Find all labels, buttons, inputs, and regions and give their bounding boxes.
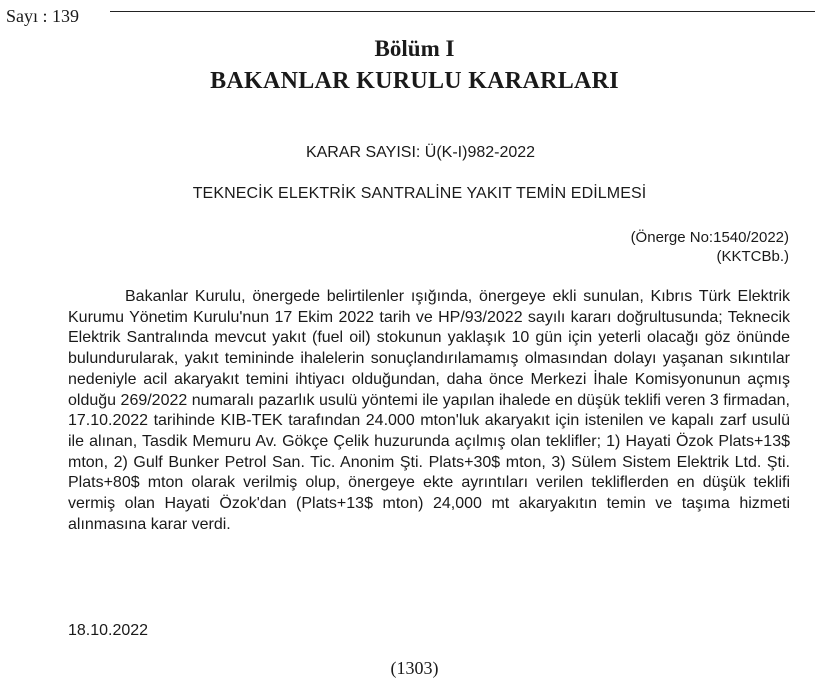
decision-subject: TEKNECİK ELEKTRİK SANTRALİNE YAKIT TEMİN EDİLMESİ: [192, 185, 647, 202]
proposal-number: (Önerge No:1540/2022): [630, 229, 789, 246]
decision-body: Bakanlar Kurulu, önergede belirtilenler ışığında, önergeye ekli sunulan, Kıbrıs Türk Elektrik Kurumu Yönetim Kurulu'nun 17 Ekim 2022 tarih ve HP/93/2022 sayılı kararı doğrultusunda; Teknecik Elektrik Santralında mevcut yakıt (fuel oil) stokunun yaklaşık 10 gün için yeterli olacağı göz önünde bulundurularak, yakıt temininde ihalelerin sonuçlandırılamamış olmasından dolayı yaşanan sıkıntılar nedeniyle acil akaryakıt temini ihtiyacı olduğundan, daha önce Merkezi İhale Komisyonunun açmış olduğu 269/2022 numaralı pazarlık usulü yöntemi ile yapılan ihalede en düşük teklifi veren 3 firmadan, 17.10.2022 tarihinde KIB-TEK tarafından 24.000 mton'luk akaryakıt için istenilen ve kapalı zarf usulü ile alınan, Tasdik Memuru Av. Gökçe Çelik huzurunda açılmış olan teklifler; 1) Hayati Özok Plats+13$ mton, 2) Gulf Bunker Petrol San. Tic. Anonim Şti. Plats+30$ mton, 3) Sülem Sistem Elektrik Ltd. Şti. Plats+80$ mton olarak verilmiş olup, önergeye ekte ayrıntıları verilen tekliflerden en düşük teklifi vermiş olan Hayati Özok'dan (Plats+13$ mton) 24,000 mt akaryakıtın temin ve taşıma hizmeti alınmasına karar verdi.: [68, 288, 790, 533]
issue-number: Sayı : 139: [6, 6, 80, 26]
section-part: Bölüm I: [374, 36, 455, 61]
proposal-source: (KKTCBb.): [716, 248, 789, 265]
decision-number: KARAR SAYISI: Ü(K-I)982-2022: [305, 144, 536, 161]
decision-date: 18.10.2022: [68, 622, 149, 639]
section-title: BAKANLAR KURULU KARARLARI: [210, 68, 619, 94]
page-number: (1303): [390, 658, 439, 678]
header-rule: [110, 11, 815, 12]
proposal-reference: [631, 228, 789, 266]
